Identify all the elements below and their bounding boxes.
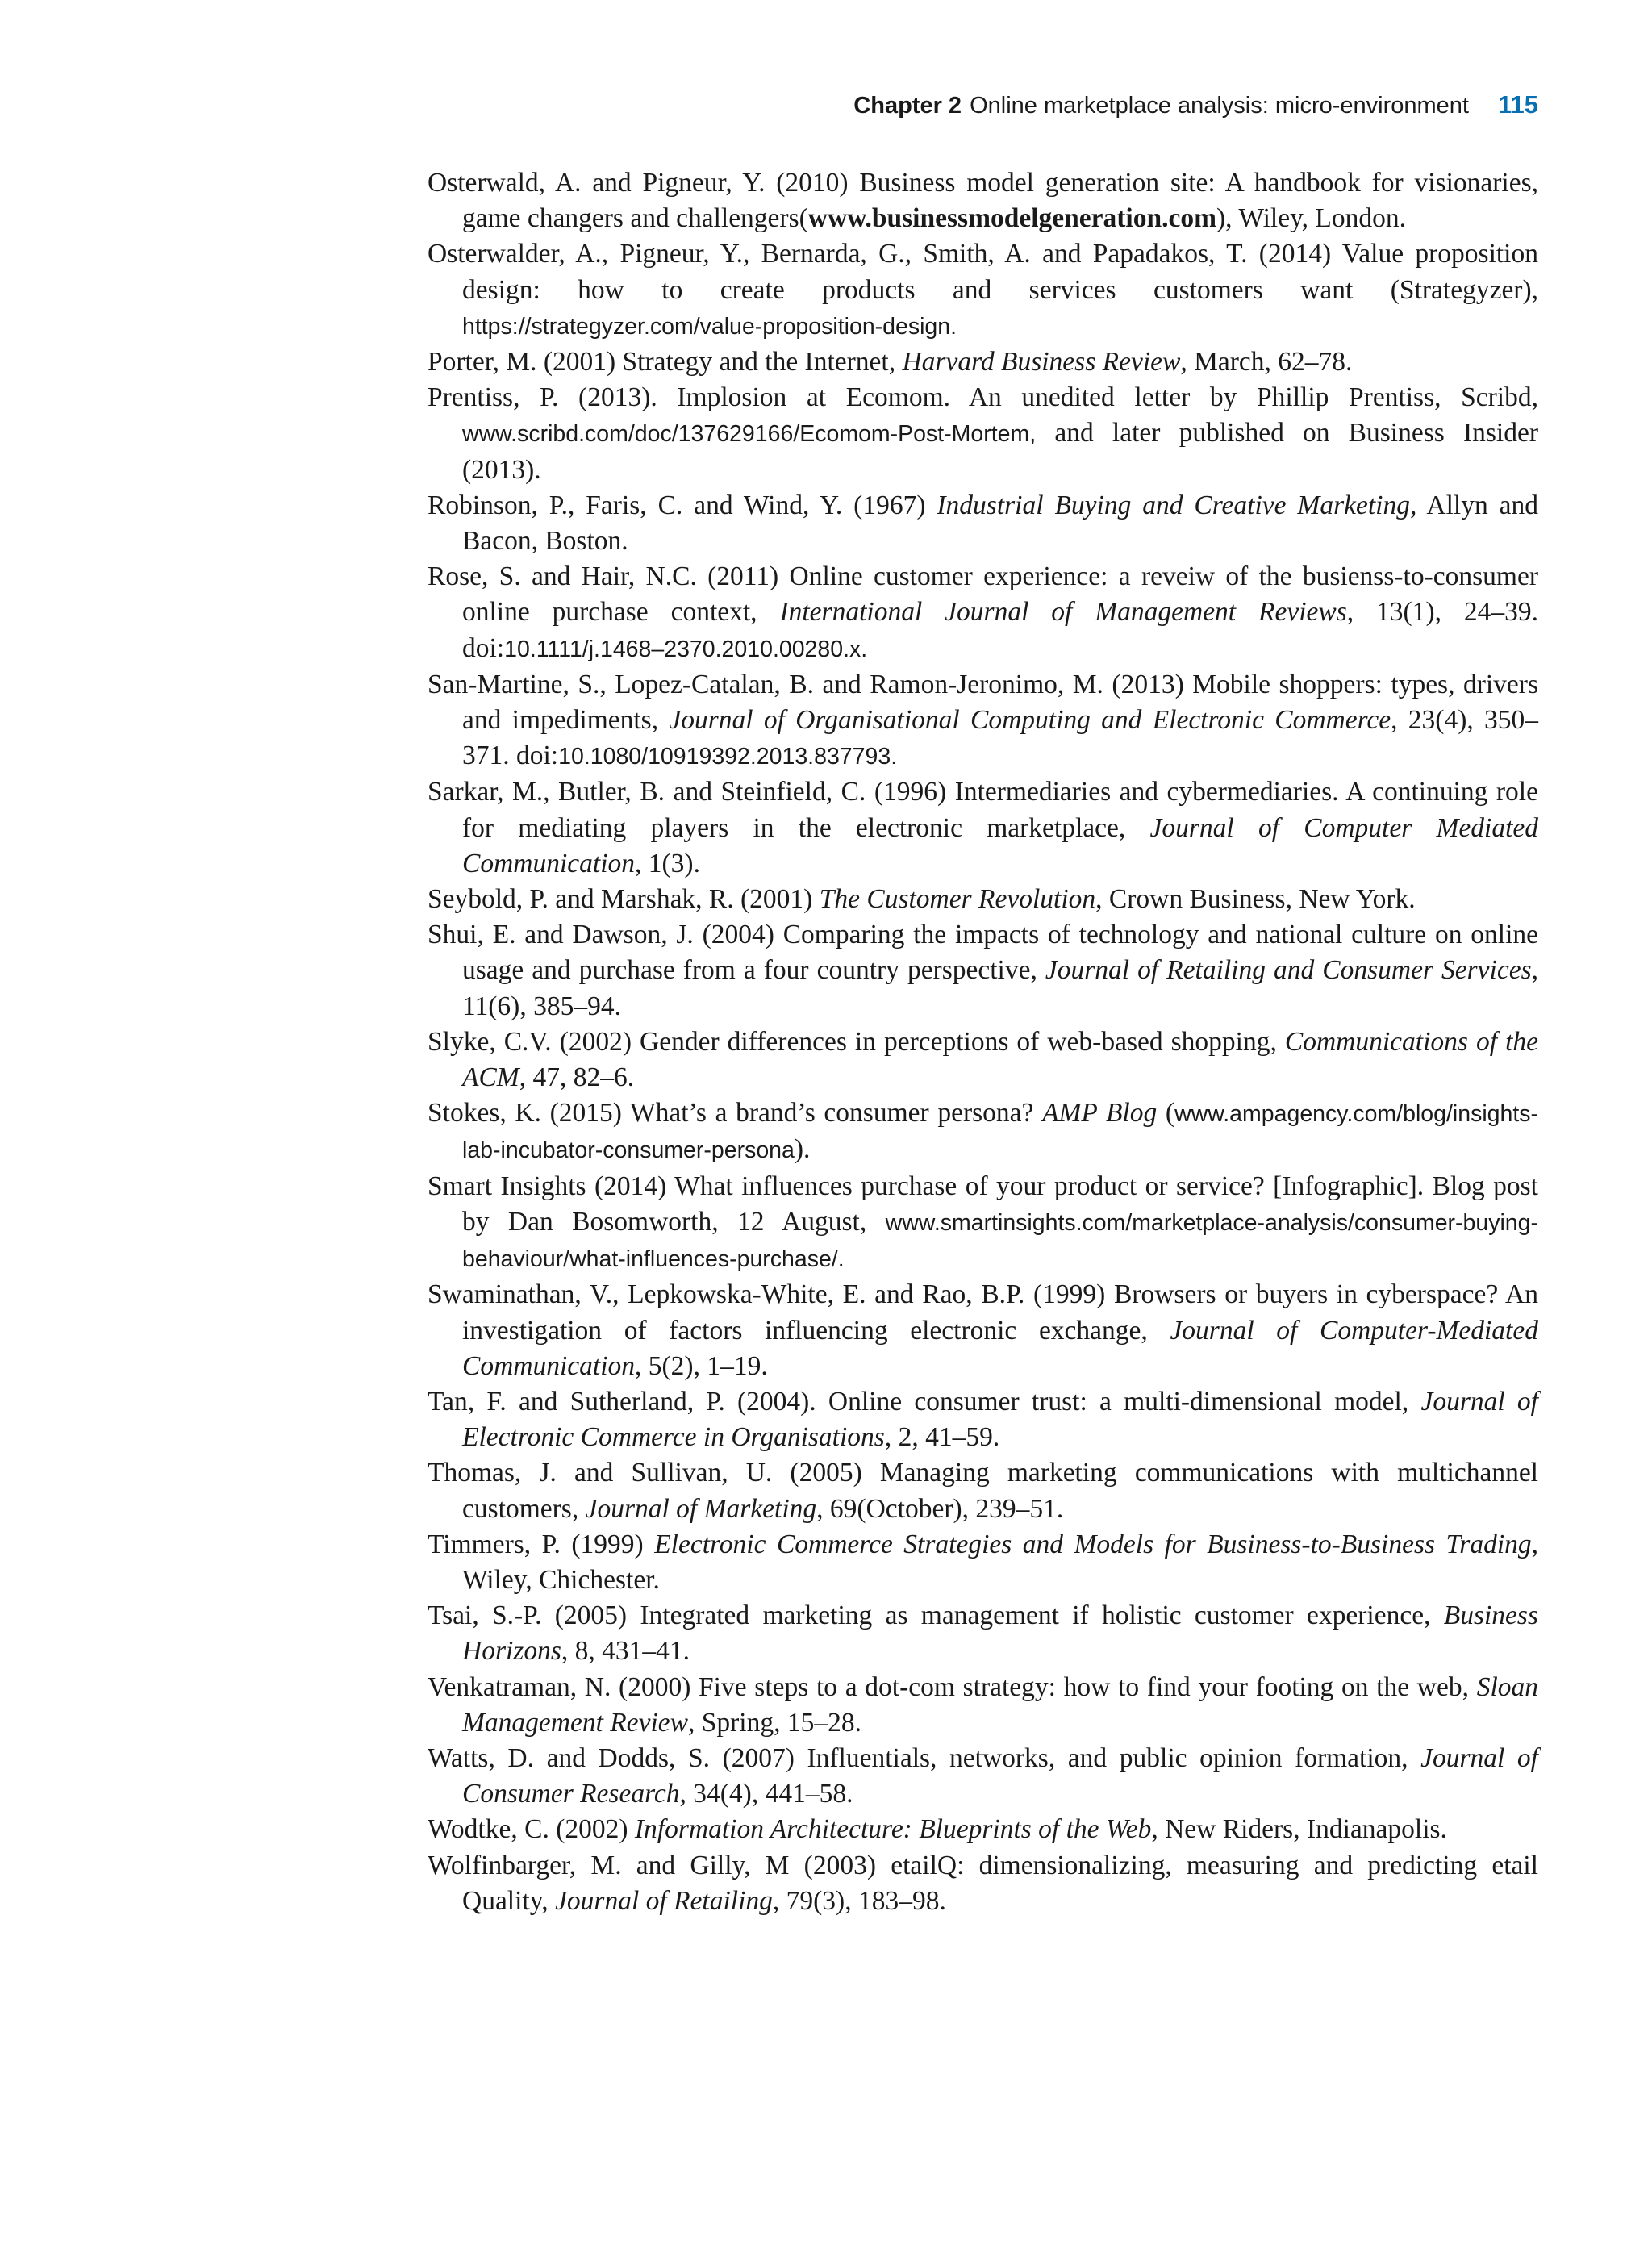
reference-text: , Allyn and Bacon, Boston.: [462, 490, 1539, 557]
reference-title: Journal of Consumer Research: [462, 1742, 1538, 1809]
reference-entry: [428, 1024, 1538, 1095]
reference-text: Sarkar, M., Butler, B. and Steinfield, C. (1996) Intermediaries and cybermediaries. A continuing role for mediating players in the electronic marketplace,: [428, 777, 1538, 843]
reference-title: Industrial Buying and Creative Marketing: [937, 490, 1410, 520]
reference-title: AMP Blog: [1042, 1098, 1158, 1129]
reference-entry: [428, 917, 1538, 1024]
reference-text: , 2, 41–59.: [884, 1422, 1000, 1453]
reference-text: , 1(3).: [635, 848, 700, 878]
reference-title: Journal of Computer-Mediated Communication: [462, 1315, 1538, 1381]
reference-title: Journal of Retailing and Consumer Services: [1045, 955, 1532, 986]
reference-url[interactable]: www.smartinsights.com/marketplace-analysis/consumer-buying-behaviour/what-influences-purchase/.: [462, 1209, 1538, 1273]
reference-text: , Crown Business, New York.: [1095, 884, 1416, 915]
reference-entry: [428, 236, 1538, 344]
reference-entry: [428, 882, 1538, 917]
reference-entry: [428, 559, 1538, 667]
reference-entry: [428, 667, 1538, 775]
reference-text: Wodtke, C. (2002): [428, 1814, 635, 1845]
reference-title: Journal of Computer Mediated Communication: [462, 812, 1539, 878]
reference-entry: [428, 488, 1538, 559]
reference-text: , 13(1), 24–39. doi:: [462, 597, 1539, 663]
reference-entry: [428, 774, 1538, 882]
reference-text: Wolfinbarger, M. and Gilly, M (2003) etailQ: dimensionalizing, measuring and predicting etail Quality,: [428, 1850, 1538, 1916]
reference-text: , 23(4), 350–371. doi:: [462, 705, 1539, 771]
reference-text: San-Martine, S., Lopez-Catalan, B. and Ramon-Jeronimo, M. (2013) Mobile shoppers: types, drivers and impediments,: [428, 669, 1538, 736]
reference-url[interactable]: 10.1111/j.1468–2370.2010.00280.x.: [504, 636, 868, 662]
reference-text: Tsai, S.-P. (2005) Integrated marketing as management if holistic customer experience,: [428, 1600, 1444, 1631]
chapter-title: Online marketplace analysis: micro-environment: [970, 93, 1469, 119]
reference-text: Prentiss, P. (2013). Implosion at Ecomom. An unedited letter by Phillip Prentiss, Scribd,: [428, 382, 1538, 413]
reference-url[interactable]: https://strategyzer.com/value-proposition-design.: [462, 313, 957, 340]
reference-title: International Journal of Management Reviews: [779, 597, 1347, 628]
reference-entry: [428, 1527, 1538, 1598]
reference-title: Journal of Electronic Commerce in Organisations: [462, 1386, 1538, 1453]
reference-text: ), Wiley, London.: [1216, 203, 1406, 234]
reference-title: Sloan Management Review: [462, 1671, 1538, 1738]
reference-entry: [428, 380, 1538, 488]
reference-text: , March, 62–78.: [1180, 347, 1353, 378]
reference-text: Slyke, C.V. (2002) Gender differences in perceptions of web-based shopping,: [428, 1026, 1285, 1057]
reference-title: Journal of Organisational Computing and Electronic Commerce: [669, 705, 1391, 736]
reference-entry: [428, 344, 1538, 380]
reference-text: Porter, M. (2001) Strategy and the Internet,: [428, 347, 903, 378]
reference-text: ).: [794, 1134, 811, 1165]
reference-entry: [428, 1598, 1538, 1669]
running-head: [853, 90, 1538, 119]
reference-text: Timmers, P. (1999): [428, 1529, 655, 1559]
reference-title: Communications of the ACM: [462, 1026, 1538, 1093]
reference-title: The Customer Revolution: [819, 884, 1096, 915]
page-number: 115: [1497, 90, 1538, 119]
reference-url[interactable]: www.scribd.com/doc/137629166/Ecomom-Post-Mortem,: [462, 421, 1037, 448]
reference-text: Robinson, P., Faris, C. and Wind, Y. (1967): [428, 490, 937, 520]
reference-text: , 79(3), 183–98.: [772, 1885, 946, 1916]
reference-url[interactable]: www.ampagency.com/blog/insights-lab-incubator-consumer-persona: [462, 1101, 1539, 1164]
reference-text: Smart Insights (2014) What influences purchase of your product or service? [Infographic]. Blog post by Dan Bosomworth, 12 August,: [428, 1170, 1538, 1237]
reference-text: Thomas, J. and Sullivan, U. (2005) Managing marketing communications with multichannel customers,: [428, 1458, 1538, 1524]
reference-entry: [428, 1095, 1538, 1168]
reference-title: Business Horizons: [462, 1600, 1538, 1667]
reference-title: Information Architecture: Blueprints of the Web: [634, 1814, 1152, 1845]
reference-text: Tan, F. and Sutherland, P. (2004). Online consumer trust: a multi-dimensional model,: [428, 1386, 1421, 1417]
reference-text: Shui, E. and Dawson, J. (2004) Comparing the impacts of technology and national culture on online usage and purchase from a four country perspective,: [428, 920, 1538, 986]
reference-entry: [428, 1277, 1538, 1384]
reference-url[interactable]: www.businessmodelgeneration.com: [807, 203, 1217, 234]
reference-title: Journal of Marketing: [585, 1493, 817, 1524]
reference-entry: [428, 1670, 1538, 1741]
reference-text: , 5(2), 1–19.: [635, 1350, 768, 1381]
reference-text: , New Riders, Indianapolis.: [1151, 1814, 1447, 1845]
reference-entry: [428, 1848, 1538, 1919]
chapter-label: Chapter 2: [853, 93, 962, 119]
reference-text: , Wiley, Chichester.: [462, 1529, 1539, 1595]
reference-text: Osterwald, A. and Pigneur, Y. (2010) Business model generation site: A handbook for visionaries, game changers and challengers(: [428, 168, 1538, 234]
reference-text: , 11(6), 385–94.: [462, 955, 1539, 1021]
reference-entry: [428, 1169, 1538, 1278]
reference-text: and later published on Business Insider (2013).: [462, 418, 1538, 485]
reference-text: Stokes, K. (2015) What’s a brand’s consumer persona?: [428, 1098, 1043, 1129]
reference-text: , 34(4), 441–58.: [679, 1779, 853, 1809]
reference-text: Rose, S. and Hair, N.C. (2011) Online customer experience: a reveiw of the busienss-to-consumer online purchase context,: [428, 561, 1538, 628]
reference-text: Osterwalder, A., Pigneur, Y., Bernarda, G., Smith, A. and Papadakos, T. (2014) Value proposition design: how to create products and services customers want (Strategyzer),: [428, 239, 1538, 305]
reference-entry: [428, 1384, 1538, 1455]
reference-text: , Spring, 15–28.: [688, 1707, 861, 1738]
reference-text: , 8, 431–41.: [561, 1636, 690, 1667]
reference-text: Venkatraman, N. (2000) Five steps to a dot-com strategy: how to find your footing on the web,: [428, 1671, 1477, 1702]
reference-text: Seybold, P. and Marshak, R. (2001): [428, 884, 820, 915]
reference-title: Journal of Retailing: [555, 1885, 773, 1916]
reference-text: Watts, D. and Dodds, S. (2007) Influentials, networks, and public opinion formation,: [428, 1742, 1421, 1773]
reference-entry: [428, 165, 1538, 236]
reference-title: Harvard Business Review: [902, 347, 1181, 378]
reference-text: , 47, 82–6.: [519, 1062, 635, 1093]
reference-entry: [428, 1741, 1538, 1812]
reference-entry: [428, 1455, 1538, 1526]
reference-entry: [428, 1812, 1538, 1847]
reference-text: (: [1157, 1098, 1175, 1129]
reference-text: Swaminathan, V., Lepkowska-White, E. and Rao, B.P. (1999) Browsers or buyers in cyberspace? An investigation of factors influencing electronic exchange,: [428, 1279, 1538, 1346]
reference-text: , 69(October), 239–51.: [816, 1493, 1064, 1524]
reference-list: [428, 165, 1538, 1919]
reference-url[interactable]: 10.1080/10919392.2013.837793.: [558, 744, 898, 770]
reference-title: Electronic Commerce Strategies and Models for Business-to-Business Trading: [654, 1529, 1532, 1559]
